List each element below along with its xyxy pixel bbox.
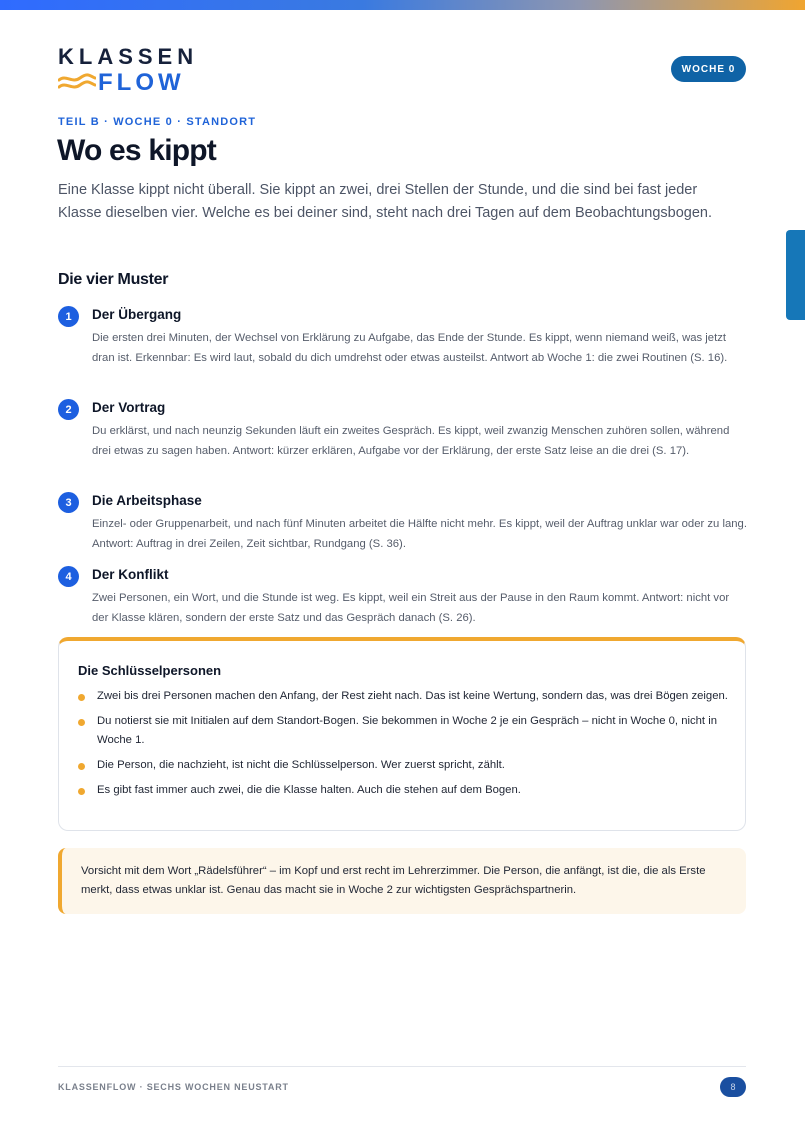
pattern-number: 2 [58, 399, 79, 420]
pattern-title: Der Übergang [92, 307, 182, 322]
list-item [78, 781, 728, 800]
footer-caption: KLASSENFLOW · SECHS WOCHEN NEUSTART [58, 1082, 289, 1092]
list-item-text: Du notierst sie mit Initialen auf dem Standort-Bogen. Sie bekommen in Woche 2 je ein Gespräch – nicht in Woche 0, nicht in Woche 1. [97, 715, 717, 746]
pattern-title: Der Vortrag [92, 400, 166, 415]
top-gradient-bar [0, 0, 805, 10]
pattern-text: Du erklärst, und nach neunzig Sekunden läuft ein zweites Gespräch. Es kippt, weil zwanzig Menschen zuhören sollen, während drei etwas zu sagen haben. Antwort: kürzer erklären, Aufgabe vor der Erklärung, der erste Satz leise an die drei (S. 17). [92, 425, 730, 457]
bullet-dot-icon [78, 719, 85, 726]
list-item-text: Es gibt fast immer auch zwei, die die Klasse halten. Auch die stehen auf dem Bogen. [97, 784, 521, 796]
section-eyebrow: TEIL B · WOCHE 0 · STANDORT [58, 116, 257, 128]
pattern-number: 1 [58, 306, 79, 327]
pattern-number: 4 [58, 566, 79, 587]
key-persons-list [78, 687, 728, 806]
bullet-dot-icon [78, 788, 85, 795]
patterns-heading: Die vier Muster [58, 271, 169, 288]
page-number-badge: 8 [720, 1077, 746, 1097]
list-item [78, 756, 728, 775]
footer-divider [58, 1066, 746, 1067]
logo-word-bottom: FLOW [98, 69, 185, 96]
chapter-side-tab [786, 230, 805, 320]
pattern-title: Die Arbeitsphase [92, 493, 202, 508]
list-item [78, 687, 728, 706]
pattern-title: Der Konflikt [92, 567, 169, 582]
logo-waves-icon [58, 72, 96, 94]
pattern-text: Einzel- oder Gruppenarbeit, und nach fünf Minuten arbeitet die Hälfte nicht mehr. Es kippt, weil der Auftrag unklar war oder zu lang. Antwort: Auftrag in drei Zeilen, Zeit sichtbar, Rundgang (S. 36). [92, 518, 747, 550]
klassenflow-logo [58, 46, 198, 96]
list-item [78, 712, 728, 750]
logo-bottom-row [58, 70, 198, 96]
pattern-number: 3 [58, 492, 79, 513]
warning-note-text: Vorsicht mit dem Wort „Rädelsführer“ – im Kopf und erst recht im Lehrerzimmer. Die Person, die anfängt, ist die, die als Erste merkt, dass etwas unklar ist. Genau das macht sie in Woche 2 zur wichtigsten Gesprächspartnerin. [81, 865, 706, 896]
intro-paragraph: Eine Klasse kippt nicht überall. Sie kippt an zwei, drei Stellen der Stunde, und die sind bei fast jeder Klasse dieselben vier. Welche es bei deiner sind, steht nach drei Tagen auf dem Beobachtungsbogen. [58, 182, 713, 221]
key-persons-heading: Die Schlüsselpersonen [78, 663, 222, 678]
key-persons-box [58, 637, 746, 831]
bullet-dot-icon [78, 763, 85, 770]
pattern-text: Zwei Personen, ein Wort, und die Stunde ist weg. Es kippt, weil ein Streit aus der Pause in den Raum kommt. Antwort: nicht vor der Klasse klären, sondern der erste Satz und das Gespräch danach (S. 26). [92, 592, 730, 624]
pattern-text: Die ersten drei Minuten, der Wechsel von Erklärung zu Aufgabe, das Ende der Stunde. Es kippt, wenn niemand weiß, was jetzt dran ist. Erkennbar: Es wird laut, sobald du dich umdrehst oder etwas austeilst. Antwort ab Woche 1: die zwei Routinen (S. 16). [92, 332, 728, 364]
warning-note-box [58, 848, 746, 914]
bullet-dot-icon [78, 694, 85, 701]
list-item-text: Die Person, die nachzieht, ist nicht die Schlüsselperson. Wer zuerst spricht, zählt. [97, 759, 505, 771]
logo-word-top: KLASSEN [58, 44, 199, 69]
week-badge: WOCHE 0 [671, 56, 746, 82]
list-item-text: Zwei bis drei Personen machen den Anfang, der Rest zieht nach. Das ist keine Wertung, sondern das, was drei Bögen zeigen. [97, 690, 728, 702]
page-title: Wo es kippt [57, 134, 216, 167]
